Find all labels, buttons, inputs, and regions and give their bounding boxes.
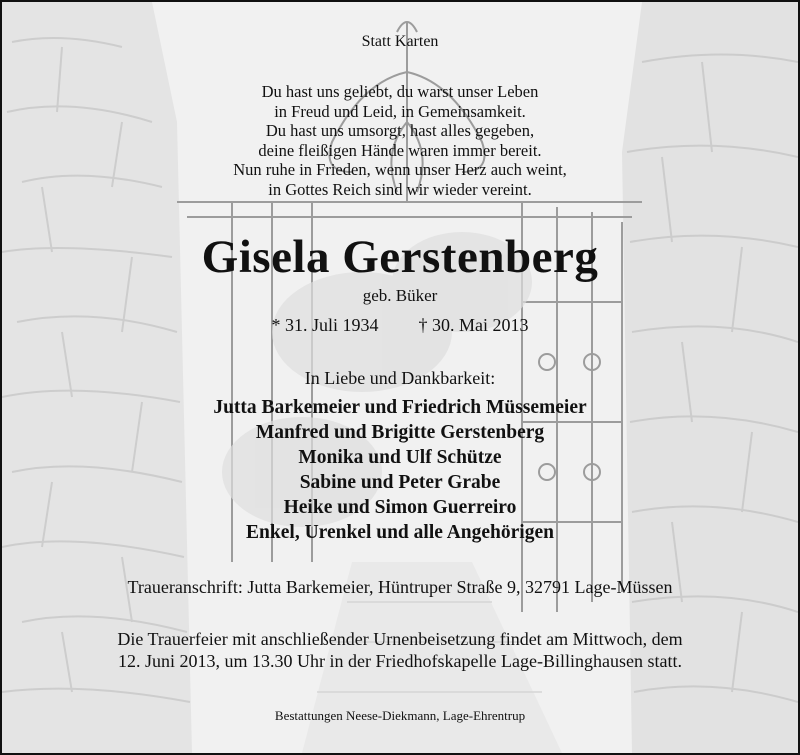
funeral-home: Bestattungen Neese-Diekmann, Lage-Ehrentrup — [274, 708, 526, 723]
birth-date: * 31. Juli 1934 — [271, 315, 379, 335]
notice-header: Statt Karten — [361, 33, 439, 50]
mourner-entry: Enkel, Urenkel und alle Angehörigen — [246, 522, 554, 543]
death-date: † 30. Mai 2013 — [418, 315, 529, 335]
mourning-address: Traueranschrift: Jutta Barkemeier, Hüntruper Straße 9, 32791 Lage-Müssen — [127, 577, 673, 597]
mourner-entry: Monika und Ulf Schütze — [298, 447, 502, 468]
poem-line: deine fleißigen Hände waren immer bereit. — [258, 140, 542, 160]
notice-content — [2, 2, 798, 753]
poem-line: Nun ruhe in Frieden, wenn unser Herz auch weint, — [233, 160, 567, 179]
poem-line: in Gottes Reich sind wir wieder vereint. — [268, 179, 532, 199]
poem-line: in Freud und Leid, in Gemeinsamkeit. — [274, 101, 526, 121]
mourner-entry: Heike und Simon Guerreiro — [283, 497, 517, 518]
mourner-entry: Manfred und Brigitte Gerstenberg — [255, 422, 545, 443]
memorial-poem — [2, 82, 798, 199]
mourners-list — [2, 395, 798, 545]
mourners-intro: In Liebe und Dankbarkeit: — [304, 368, 496, 388]
maiden-name: geb. Büker — [362, 286, 438, 305]
poem-line: Du hast uns umsorgt, hast alles gegeben, — [265, 121, 535, 140]
mourner-entry: Sabine und Peter Grabe — [299, 472, 501, 493]
mourner-entry: Jutta Barkemeier und Friedrich Müssemeier — [213, 397, 587, 418]
life-dates — [2, 315, 798, 336]
ceremony-line: Die Trauerfeier mit anschließender Urnenbeisetzung findet am Mittwoch, dem — [117, 629, 683, 649]
deceased-name: Gisela Gerstenberg — [201, 231, 599, 283]
poem-line: Du hast uns geliebt, du warst unser Leben — [261, 82, 539, 101]
ceremony-details — [2, 628, 798, 672]
ceremony-line: 12. Juni 2013, um 13.30 Uhr in der Friedhofskapelle Lage-Billinghausen statt. — [118, 651, 682, 671]
